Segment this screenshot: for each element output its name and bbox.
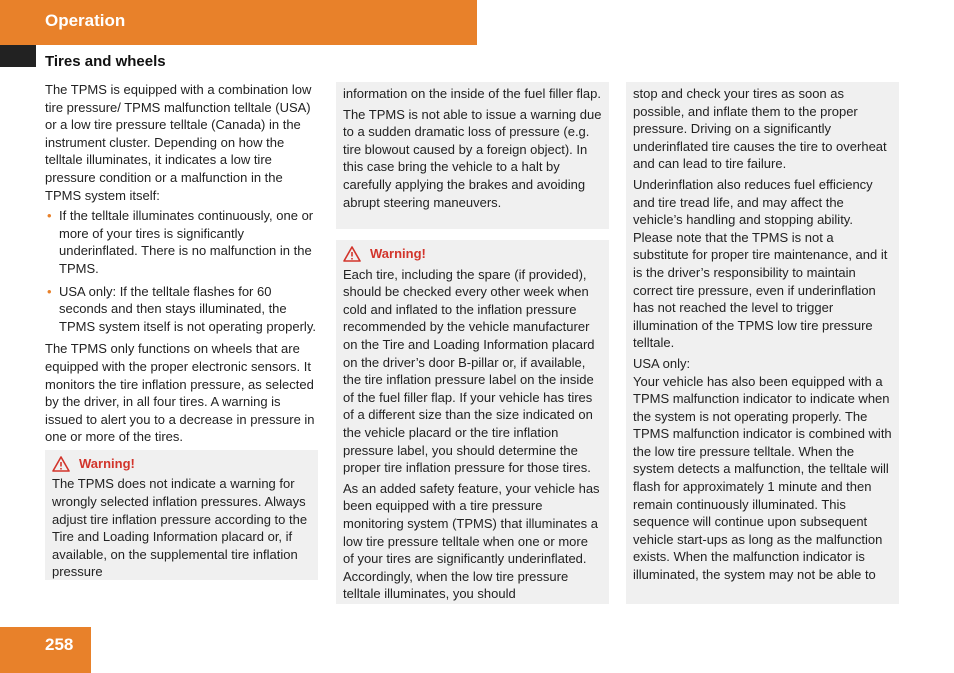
column-1 — [45, 81, 319, 580]
list-item: • USA only: If the telltale flashes for 60 seconds and then stays illuminated, the TPMS system itself is not operating properly. — [47, 283, 316, 334]
warning-label: Warning! — [79, 455, 135, 471]
page-number: 258 — [45, 635, 74, 654]
section-title: Tires and wheels — [45, 53, 166, 70]
blowout-paragraph: The TPMS is not able to issue a warning due to a sudden dramatic loss of pressure (e.g. tire blowout caused by a foreign object). In this case bring the vehicle to a halt by carefully applying the brakes and avoiding abrupt steering maneuvers. — [343, 106, 602, 210]
header-bar — [0, 0, 477, 45]
side-tab-marker — [0, 45, 36, 67]
warning-paragraph: As an added safety feature, your vehicle has been equipped with a tire pressure monitoring system (TPMS) that illuminates a low tire pressure telltale when one or more of your tires are significantly underinflated. Accordingly, when the low tire pressure telltale illuminates, you should — [343, 480, 600, 602]
warning-paragraph: Each tire, including the spare (if provided), should be checked every other week when cold and inflated to the inflation pressure recommended by the vehicle manufacturer on the Tire and Loading Information placard on the driver’s door B-pillar or, if available, the tire inflation pressure label on the inside of the fuel filler flap. If your vehicle has tires of a different size than the size indicated on the vehicle placard or the tire inflation pressure label, you should determine the proper tire inflation pressure for those tires. — [343, 266, 595, 476]
warning-box — [45, 450, 318, 580]
continued-box — [626, 82, 899, 604]
list-item: • If the telltale illuminates continuously, one or more of your tires is significantly underinflated. There is no malfunction in the TPMS. — [47, 208, 314, 276]
malfunction-paragraph: Your vehicle has also been equipped with a TPMS malfunction indicator to indicate when the system is not operating properly. The TPMS malfunction indicator is combined with the low tire pressure telltale. When the system detects a malfunction, the telltale will flash for approximately 1 minute and then remain continuously illuminated. This sequence will continue upon subsequent vehicle start-ups as long as the malfunction exists. When the malfunction indicator is illuminated, the system may not be able to — [633, 373, 892, 583]
usa-only-label: USA only: — [633, 355, 691, 371]
sensor-paragraph: The TPMS only functions on wheels that are equipped with the proper electronic sensors. It monitors the tire inflation pressure, as selected by the driver, in all four tires. A warning is issued to alert you to a decrease in pressure in one or more of the tires. — [45, 341, 315, 445]
page-number-box — [0, 627, 91, 673]
bullet-icon: • — [47, 208, 52, 224]
bullet-list — [45, 207, 319, 335]
continued-text: information on the inside of the fuel filler flap. — [343, 86, 601, 101]
warning-label: Warning! — [370, 246, 426, 261]
warning-triangle-icon — [52, 456, 70, 472]
continued-box — [336, 82, 609, 229]
warning-heading — [52, 455, 311, 473]
intro-paragraph: The TPMS is equipped with a combination low tire pressure/ TPMS malfunction telltale (USA) or a low tire pressure telltale (Canada) in the instrument cluster. Depending on how the telltale illuminates, it indicates a low tire pressure condition or a malfunction in the TPMS system itself: — [45, 82, 312, 203]
warning-triangle-icon — [343, 246, 361, 262]
warning-heading — [343, 245, 602, 263]
warning-text: The TPMS does not indicate a warning for wrongly selected inflation pressures. Always adjust tire inflation pressure according to the Tire and Loading Information placard or, if available, on the supplemental tire inflation pressure — [52, 476, 308, 580]
chapter-title: Operation — [45, 11, 126, 30]
warning-box — [336, 240, 609, 604]
column-2 — [336, 82, 609, 604]
underinflation-paragraph: Underinflation also reduces fuel efficiency and tire tread life, and may affect the vehicle’s handling and stopping ability. Please note that the TPMS is not a substitute for proper tire maintenance, and it is the driver’s responsibility to maintain correct tire pressure, even if underinflation has not reached the level to trigger illumination of the TPMS low tire pressure telltale. — [633, 176, 888, 351]
bullet-icon: • — [47, 283, 52, 299]
column-3 — [626, 82, 899, 604]
continued-paragraph: stop and check your tires as soon as possible, and inflate them to the proper pressure. Driving on a significantly underinflated tire causes the tire to overheat and can lead to tire failure. — [633, 86, 887, 172]
